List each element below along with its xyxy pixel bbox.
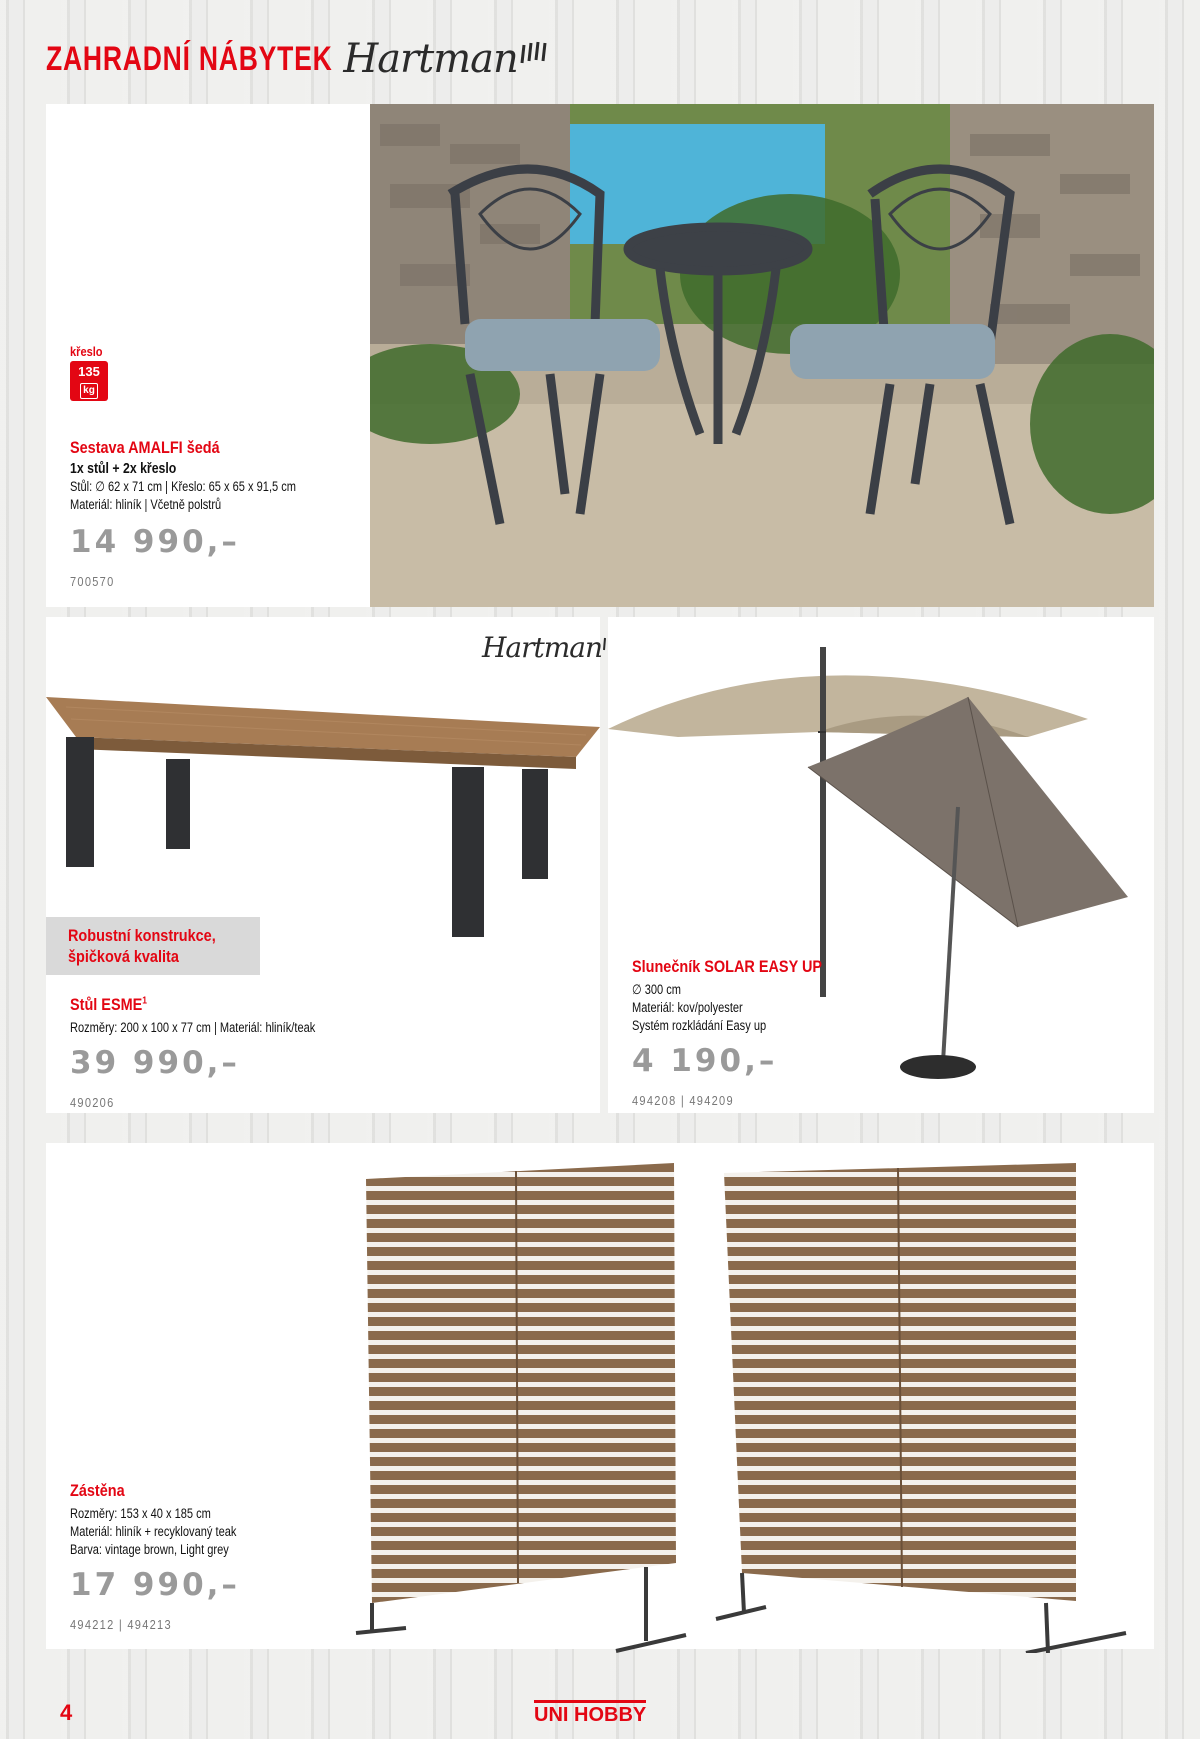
- product-price: 39 990,–: [70, 1045, 240, 1081]
- product-spec-1: ∅ 300 cm: [632, 982, 682, 997]
- hartman-logo: Hartman: [343, 36, 518, 82]
- page-title: ZAHRADNÍ NÁBYTEK: [46, 39, 333, 78]
- privacy-screen-photo: [346, 1163, 1136, 1653]
- unihobby-logo-text: UNI HOBBY: [534, 1700, 646, 1727]
- esme-table-photo: [46, 697, 600, 937]
- product-name: Zástěna: [70, 1481, 125, 1500]
- weight-icon: kg: [80, 383, 98, 399]
- product-spec-1: 1x stůl + 2x křeslo: [70, 460, 177, 477]
- product-name-footnote: 1: [142, 995, 147, 1007]
- page-header: [46, 34, 550, 84]
- product-spec-3: Materiál: hliník | Včetně polstrů: [70, 497, 222, 512]
- load-badge-caption: křeslo: [70, 344, 103, 359]
- product-spec-3: Barva: vintage brown, Light grey: [70, 1542, 229, 1557]
- product-code: 494208 | 494209: [632, 1093, 734, 1108]
- load-capacity-value: 135: [78, 364, 100, 379]
- product-spec-3: Systém rozkládání Easy up: [632, 1018, 767, 1033]
- product-code: 490206: [70, 1095, 115, 1110]
- feature-tag-line-2: špičková kvalita: [68, 947, 179, 966]
- product-spec-2: Stůl: ∅ 62 x 71 cm | Křeslo: 65 x 65 x 91,5 cm: [70, 479, 297, 494]
- product-name-text: Stůl ESME: [70, 995, 143, 1014]
- product-panel-esme: [46, 617, 603, 1113]
- product-code: 494212 | 494213: [70, 1617, 172, 1632]
- product-price: 17 990,–: [70, 1567, 240, 1603]
- hartman-logo: Hartman: [482, 631, 603, 664]
- product-spec-2: Materiál: kov/polyester: [632, 1000, 743, 1015]
- feature-tag-line-1: Robustní konstrukce,: [68, 926, 216, 945]
- amalfi-set-photo: [370, 104, 1154, 607]
- product-code: 700570: [70, 574, 115, 589]
- product-price: 4 190,–: [632, 1043, 778, 1079]
- page-number: 4: [60, 1700, 73, 1725]
- product-spec-2: Materiál: hliník + recyklovaný teak: [70, 1524, 237, 1539]
- unihobby-logo: [534, 1700, 646, 1727]
- feature-tag: [46, 917, 260, 975]
- product-panel-amalfi: [46, 104, 1154, 607]
- product-price: 14 990,–: [70, 524, 240, 560]
- product-spec-1: Rozměry: 200 x 100 x 77 cm | Materiál: hliník/teak: [70, 1020, 316, 1035]
- product-panel-solar: [608, 617, 1154, 1113]
- product-panel-zastena: [46, 1143, 1154, 1649]
- load-capacity-badge: [70, 361, 108, 401]
- product-name: Sestava AMALFI šedá: [70, 438, 220, 457]
- hartman-logo-mark-icon: [520, 39, 550, 79]
- product-spec-1: Rozměry: 153 x 40 x 185 cm: [70, 1506, 211, 1521]
- product-name: [70, 995, 324, 1015]
- product-name: Slunečník SOLAR EASY UP: [632, 957, 823, 976]
